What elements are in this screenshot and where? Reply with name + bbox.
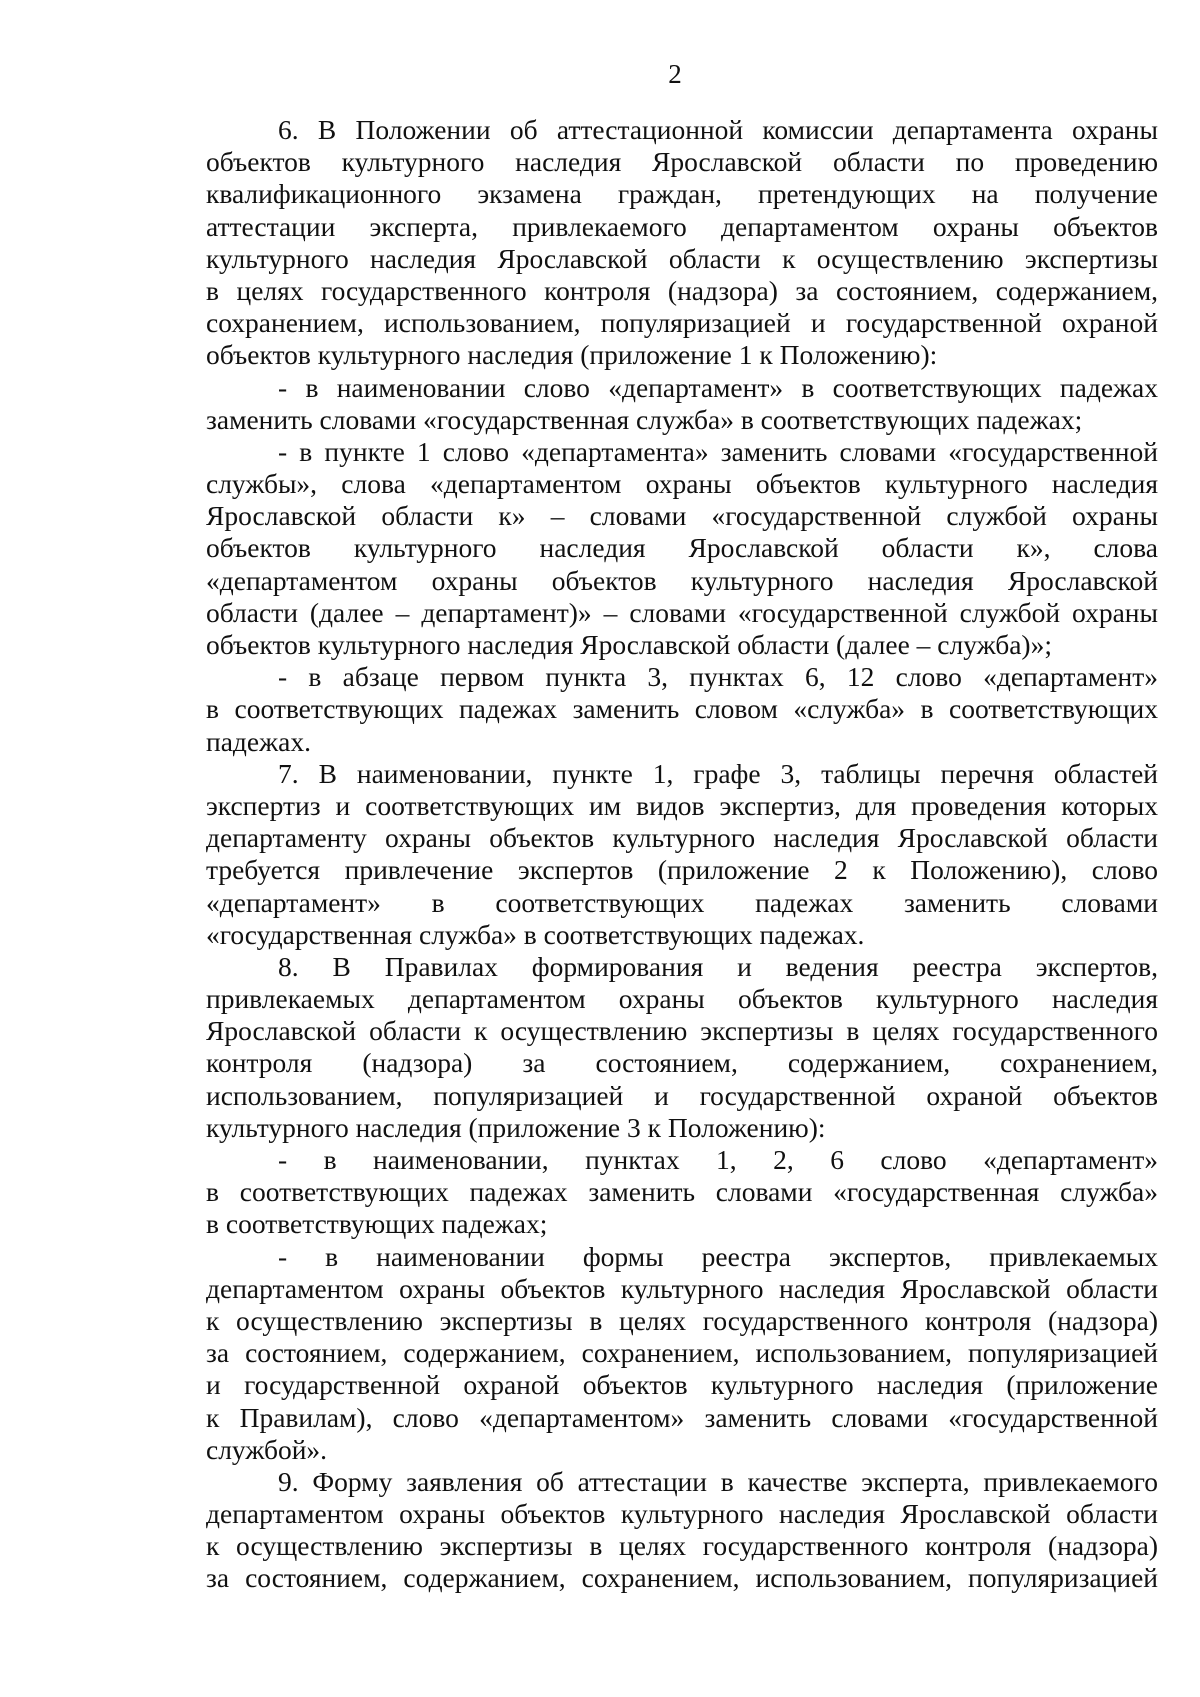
text-line: 6. В Положении об аттестационной комиссии департамента охраны	[278, 114, 1158, 145]
text-line: - в наименовании формы реестра экспертов, привлекаемых	[278, 1240, 1158, 1272]
text-line: культурного наследия (приложение 3 к Положению):	[206, 1111, 826, 1143]
text-line: Ярославской области к» – словами «государственной службой охраны	[206, 500, 1158, 532]
text-line: объектов культурного наследия Ярославской области по проведению	[206, 146, 1158, 178]
text-line: к осуществлению экспертизы в целях государственного контроля (надзора)	[206, 1304, 1158, 1336]
text-line: привлекаемых департаментом охраны объектов культурного наследия	[206, 983, 1158, 1015]
text-line: - в пункте 1 слово «департамента» заменить словами «государственной	[278, 435, 1158, 467]
text-line: в целях государственного контроля (надзора) за состоянием, содержанием,	[206, 274, 1158, 306]
text-line: Ярославской области к осуществлению экспертизы в целях государственного	[206, 1015, 1158, 1047]
text-line: падежах.	[206, 725, 311, 757]
text-line: департаментом охраны объектов культурного наследия Ярославской области	[206, 1498, 1158, 1530]
text-line: заменить словами «государственная служба» в соответствующих падежах;	[206, 403, 1083, 435]
text-line: в соответствующих падежах заменить словами «государственная служба»	[206, 1176, 1158, 1208]
text-line: за состоянием, содержанием, сохранением, использованием, популяризацией	[206, 1337, 1158, 1369]
text-line: за состоянием, содержанием, сохранением, использованием, популяризацией	[206, 1562, 1158, 1594]
text-line: к осуществлению экспертизы в целях государственного контроля (надзора)	[206, 1530, 1158, 1562]
text-line: контроля (надзора) за состоянием, содержанием, сохранением,	[206, 1047, 1158, 1079]
text-line: использованием, популяризацией и государственной охраной объектов	[206, 1079, 1158, 1111]
text-line: и государственной охраной объектов культурного наследия (приложение	[206, 1369, 1158, 1401]
document-body	[206, 114, 1158, 1595]
text-line: - в наименовании слово «департамент» в соответствующих падежах	[278, 371, 1158, 403]
text-line: экспертиз и соответствующих им видов экспертиз, для проведения которых	[206, 789, 1158, 821]
text-line: в соответствующих падежах;	[206, 1208, 548, 1240]
text-line: «департаментом охраны объектов культурного наследия Ярославской	[206, 564, 1158, 596]
text-line: сохранением, использованием, популяризацией и государственной охраной	[206, 307, 1158, 339]
text-line: службой».	[206, 1433, 328, 1465]
text-line: департаменту охраны объектов культурного наследия Ярославской области	[206, 822, 1158, 854]
text-line: квалификационного экзамена граждан, претендующих на получение	[206, 178, 1158, 210]
text-line: - в наименовании, пунктах 1, 2, 6 слово «департамент»	[278, 1144, 1158, 1175]
text-line: службы», слова «департаментом охраны объектов культурного наследия	[206, 468, 1158, 500]
text-line: объектов культурного наследия (приложение 1 к Положению):	[206, 339, 938, 371]
text-line: «государственная служба» в соответствующих падежах.	[206, 918, 865, 950]
page-number: 2	[668, 59, 682, 89]
text-line: объектов культурного наследия Ярославской области к», слова	[206, 532, 1158, 564]
text-line: 7. В наименовании, пункте 1, графе 3, таблицы перечня областей	[278, 757, 1158, 789]
text-line: в соответствующих падежах заменить словом «служба» в соответствующих	[206, 693, 1158, 725]
text-line: области (далее – департамент)» – словами «государственной службой охраны	[206, 596, 1158, 628]
text-line: объектов культурного наследия Ярославской области (далее – служба)»;	[206, 629, 1052, 660]
text-line: культурного наследия Ярославской области к осуществлению экспертизы	[206, 242, 1158, 274]
text-line: к Правилам), слово «департаментом» заменить словами «государственной	[206, 1401, 1158, 1433]
text-line: 8. В Правилах формирования и ведения реестра экспертов,	[278, 950, 1158, 982]
text-line: - в абзаце первом пункта 3, пунктах 6, 12 слово «департамент»	[278, 661, 1158, 693]
text-line: аттестации эксперта, привлекаемого департаментом охраны объектов	[206, 210, 1158, 242]
text-line: требуется привлечение экспертов (приложение 2 к Положению), слово	[206, 854, 1158, 886]
text-line: «департамент» в соответствующих падежах заменить словами	[206, 886, 1158, 918]
text-line: 9. Форму заявления об аттестации в качестве эксперта, привлекаемого	[278, 1465, 1158, 1497]
text-line: департаментом охраны объектов культурного наследия Ярославской области	[206, 1272, 1158, 1304]
